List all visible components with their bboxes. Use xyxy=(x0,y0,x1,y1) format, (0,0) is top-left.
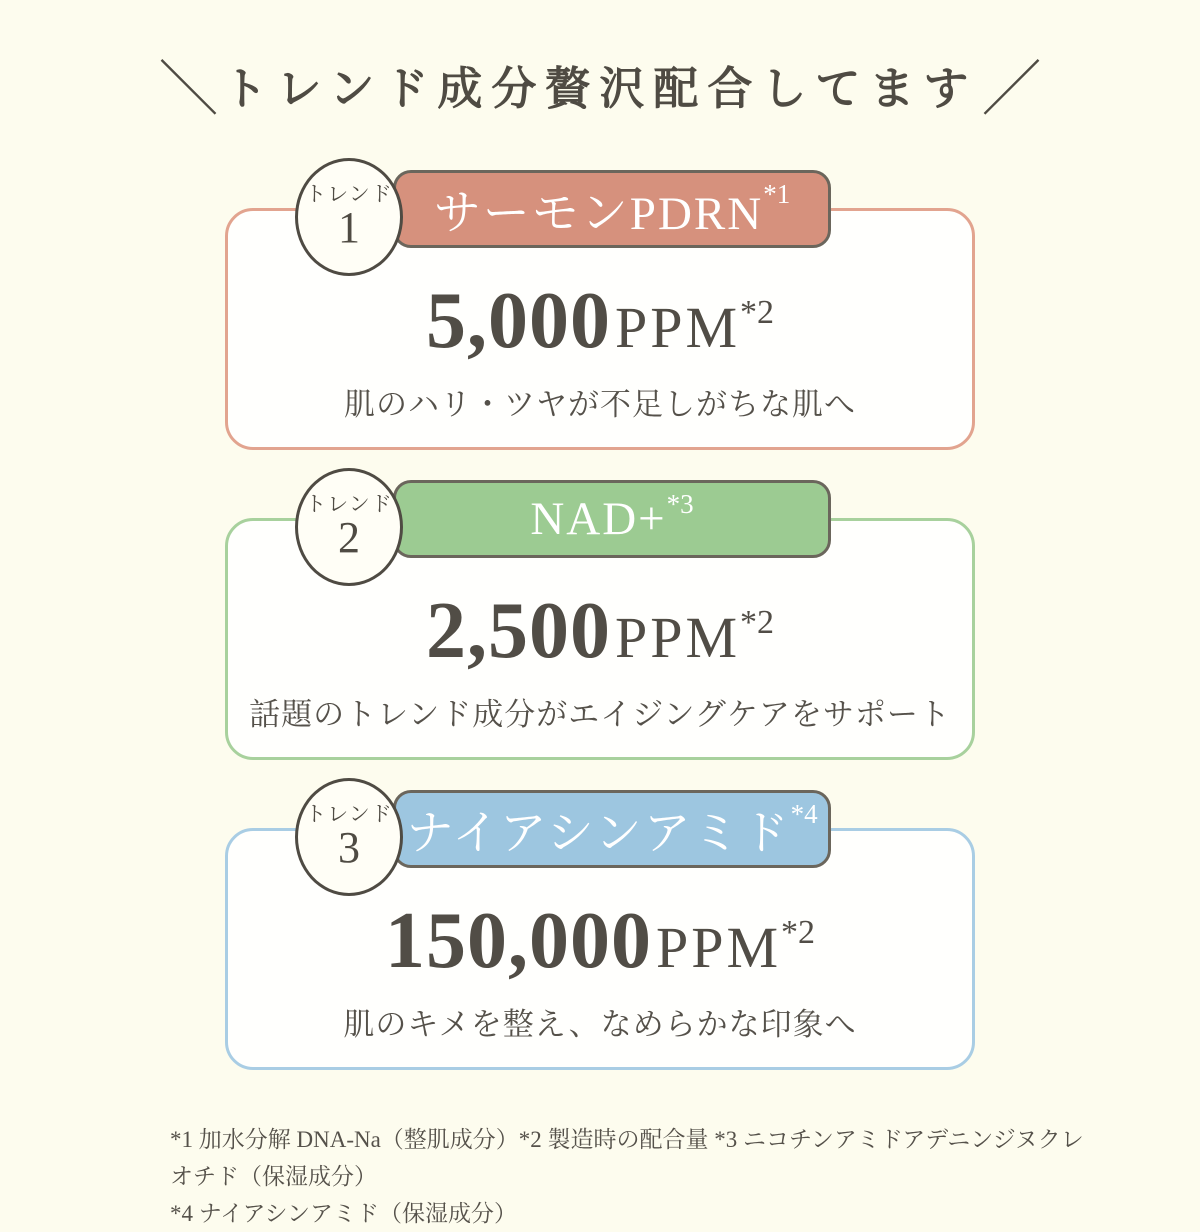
badge-label: トレンド xyxy=(305,183,393,207)
trend-number-badge xyxy=(295,158,403,276)
footnote-line-2: *4 ナイアシンアミド（保湿成分） xyxy=(170,1200,517,1226)
trend-description: 話題のトレンド成分がエイジングケアをサポート xyxy=(249,697,951,732)
trend-card-1 xyxy=(225,158,975,450)
title-right-slash: ／ xyxy=(981,56,1042,123)
ingredient-footnote-marker: *4 xyxy=(790,798,818,829)
title-left-slash: ＼ xyxy=(158,56,219,123)
ingredient-header-bar xyxy=(393,790,831,868)
ppm-amount: 150,000 xyxy=(384,897,652,985)
ingredient-name: サーモンPDRN xyxy=(433,187,764,240)
badge-number: 2 xyxy=(338,513,360,563)
page-title xyxy=(0,42,1200,128)
ppm-amount: 2,500 xyxy=(425,587,611,675)
footnote-line-1: *1 加水分解 DNA-Na（整肌成分）*2 製造時の配合量 *3 ニコチンアミドアデニンジヌクレオチド（保湿成分） xyxy=(170,1127,1084,1189)
ppm-unit: PPM xyxy=(655,915,782,980)
badge-label: トレンド xyxy=(305,493,393,517)
ppm-unit: PPM xyxy=(614,605,741,670)
title-text: トレンド成分贅沢配合してます xyxy=(222,63,978,114)
footnotes xyxy=(170,1122,1090,1232)
trend-card-2 xyxy=(225,468,975,760)
trend-card-3 xyxy=(225,778,975,1070)
badge-number: 1 xyxy=(338,203,360,253)
badge-number: 3 xyxy=(338,823,360,873)
badge-label: トレンド xyxy=(305,803,393,827)
trend-number-badge xyxy=(295,468,403,586)
ppm-amount: 5,000 xyxy=(425,277,611,365)
ppm-footnote-marker: *2 xyxy=(740,604,775,641)
ppm-amount-row xyxy=(228,277,972,365)
ppm-amount-row xyxy=(228,897,972,985)
ingredient-header-bar xyxy=(393,170,831,248)
trend-description: 肌のキメを整え、なめらかな印象へ xyxy=(343,1007,857,1042)
trend-number-badge xyxy=(295,778,403,896)
ppm-footnote-marker: *2 xyxy=(740,294,775,331)
ingredient-footnote-marker: *3 xyxy=(666,488,694,519)
ingredient-name: ナイアシンアミド xyxy=(406,807,791,860)
ppm-unit: PPM xyxy=(614,295,741,360)
ingredient-header-bar xyxy=(393,480,831,558)
ingredient-footnote-marker: *1 xyxy=(763,178,791,209)
trend-description: 肌のハリ・ツヤが不足しがちな肌へ xyxy=(344,387,856,422)
ingredient-name: NAD+ xyxy=(530,493,667,545)
ppm-amount-row xyxy=(228,587,972,675)
ppm-footnote-marker: *2 xyxy=(781,914,816,951)
